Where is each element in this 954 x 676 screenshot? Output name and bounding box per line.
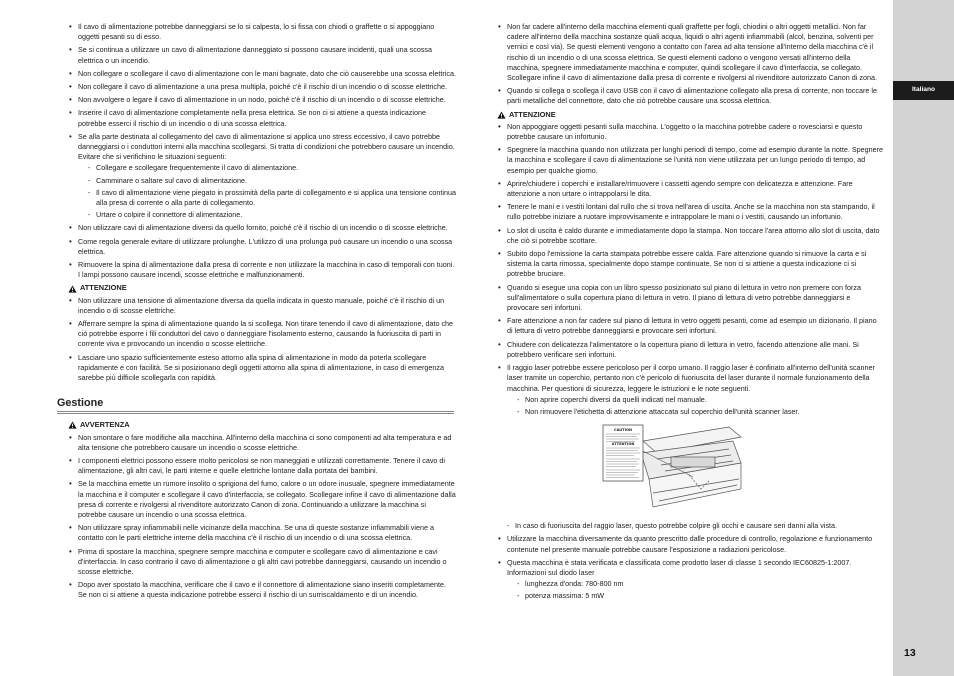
list-item — [68, 132, 456, 221]
sidebar — [893, 0, 954, 676]
page-number: 13 — [904, 647, 916, 659]
caution-label-subtitle: ATTENTION — [611, 442, 635, 447]
list-item: • Afferrare sempre la spina di alimentazione quando la si scollega. Non tirare tenendo il cavo di alimentazione, dato che ciò potrebbe esporre i fili conduttori del cavo o danneggiare l'isolamento esterno, causando la fuoriuscita di parti in corrente viva e provocando un incendio o scosse elettriche. — [68, 319, 456, 350]
sub-list-item: - Camminare o saltare sul cavo di alimentazione. — [88, 176, 456, 186]
list-item: • Come regola generale evitare di utilizzare prolunghe. L'utilizzo di una prolunga può causare un incendio o una scossa elettrica. — [68, 237, 456, 257]
sub-list — [517, 579, 883, 601]
warning-triangle-icon — [68, 285, 77, 293]
list-item: • Aprire/chiudere i coperchi e installare/rimuovere i cassetti agendo sempre con delicatezza e attenzione. Fare attenzione a non urtare o intrappolarsi le dita. — [497, 179, 883, 199]
list-item: • Fare attenzione a non far cadere sul piano di lettura in vetro oggetti pesanti, come ad esempio un dizionario. Il piano di lettura di vetro potrebbe danneggiarsi e provocare seri infortuni. — [497, 316, 883, 336]
printer-illustration — [601, 423, 745, 513]
sub-list-item: - potenza massima: 5 mW — [517, 591, 883, 601]
list-item: • Dopo aver spostato la macchina, verificare che il cavo e il connettore di alimentazione siano inseriti completamente. Se non ci si attiene a questa indicazione potrebbe esserci il rischio di un surriscaldamento e di un incendio. — [68, 580, 456, 600]
list-item: • Non far cadere all'interno della macchina elementi quali graffette per fogli, chiodini o altri oggetti metallici. Non far cadere all'interno della macchina sostanze quali acqua, liquidi o altri agenti infiammabili (alcol, benzina, solventi per vernici e così via). Se questi elementi vengono a contatto con l'area ad alta tensione all'interno della macchina c'è il rischio di un incendio o di una scossa elettrica. Se questi elementi cadono o vengono versati all'interno della macchina, spegnere immediatamente macchina e computer, quindi scollegare il cavo d'interfaccia, se collegato. Scollegare infine il cavo di alimentazione dalla presa di corrente e rivolgersi al rivenditore autorizzato Canon di zona. — [497, 22, 883, 83]
list-item: • Spegnere la macchina quando non utilizzata per lunghi periodi di tempo, come ad esempio durante la notte. Spegnere la macchina e scollegare il cavo di alimentazione se l'unità non viene utilizzata per un lungo periodo di tempo, ad esempio per qualche giorno. — [497, 145, 883, 176]
list-item: • Quando si esegue una copia con un libro spesso posizionato sul piano di lettura in vetro non premere con forza sull'alimentatore o sulla copertura piano di lettura in vetro. Il piano di lettura di vetro potrebbe danneggiarsi e provocare seri infortuni. — [497, 283, 883, 314]
list-item: • Lasciare uno spazio sufficientemente esteso attorno alla spina di alimentazione in modo da poterla scollegare rapidamente e con facilità. Se si posizionano degli oggetti attorno alla spina di alimentazione, in caso di emergenza sarebbe più difficile scollegarla con rapidità. — [68, 353, 456, 384]
list-item: • Non collegare il cavo di alimentazione a una presa multipla, poiché c'è il rischio di un incendio o di scosse elettriche. — [68, 82, 456, 92]
language-tab: Italiano — [893, 81, 954, 100]
caution-heading — [68, 283, 456, 293]
caution-list — [68, 296, 456, 384]
list-item — [497, 558, 883, 602]
left-column — [57, 22, 456, 604]
list-item: • Non avvolgere o legare il cavo di alimentazione in un nodo, poiché c'è il rischio di un incendio o di scosse elettriche. — [68, 95, 456, 105]
right-column — [497, 22, 883, 605]
warning-label: AVVERTENZA — [80, 420, 130, 430]
sub-list-item: - Collegare e scollegare frequentemente il cavo di alimentazione. — [88, 163, 456, 173]
caution-label: ATTENZIONE — [509, 109, 556, 119]
list-item-text: Se alla parte destinata al collegamento del cavo di alimentazione si applica uno stress eccessivo, il cavo potrebbe danneggiarsi o i conduttori interni alla macchina scollegarsi. Si tratta di condizioni che potrebbero causare un incendio. Evitare che si verifichino le situazioni seguenti: — [78, 131, 455, 162]
sub-list-item: - lunghezza d'onda: 780-800 nm — [517, 579, 883, 589]
list-item — [497, 363, 883, 417]
list-item: • I componenti elettrici possono essere molto pericolosi se non maneggiati e utilizzati correttamente. Tenere il cavo di alimentazione, gli altri cavi, le parti interne e quelle elettriche lontane dalla portata dei bambini. — [68, 456, 456, 476]
list-item: • Non collegare o scollegare il cavo di alimentazione con le mani bagnate, dato che ciò causerebbe una scossa elettrica. — [68, 69, 456, 79]
list-item: • Chiudere con delicatezza l'alimentatore o la copertura piano di lettura in vetro, facendo attenzione alle mani. Si potrebbero verificare seri infortuni. — [497, 340, 883, 360]
caution-heading — [497, 110, 883, 120]
sub-list — [88, 163, 456, 220]
list-item: • Non utilizzare spray infiammabili nelle vicinanze della macchina. Se una di queste sostanze infiammabili viene a contatto con le parti elettriche interne della macchina c'è il rischio di un incendio o di una scossa elettrica. — [68, 523, 456, 543]
sub-list — [517, 395, 883, 417]
caution-label: ATTENZIONE — [80, 283, 127, 293]
list-item: • Inserire il cavo di alimentazione completamente nella presa elettrica. Se non ci si attiene a questa indicazione potrebbe esserci il rischio di un incendio o di una scossa elettrica. — [68, 108, 456, 128]
sub-list-item: - Non rimuovere l'etichetta di attenzione attaccata sul coperchio dell'unità scanner laser. — [517, 407, 883, 417]
list-item: • Se la macchina emette un rumore insolito o sprigiona del fumo, calore o un odore inusuale, spegnere immediatamente la macchina e il computer e scollegare il cavo d'interfaccia, se collegato. Scollegare infine il cavo di alimentazione dalla presa di corrente e rivolgersi al rivenditore autorizzato Canon di zona. Continuando a utilizzare la macchina si potrebbe causare un incendio o una scossa elettrica. — [68, 479, 456, 520]
bullet-list — [497, 22, 883, 107]
list-item-text: Questa macchina è stata verificata e classificata come prodotto laser di classe 1 secondo IEC60825-1:2007. Informazioni sul diodo laser — [507, 557, 852, 577]
caution-label-title: CAUTION — [613, 428, 633, 433]
sub-list-item: - Non aprire coperchi diversi da quelli indicati nel manuale. — [517, 395, 883, 405]
caution-list — [497, 122, 883, 417]
warning-triangle-icon — [68, 421, 77, 429]
sub-list-item: - Urtare o colpire il connettore di alimentazione. — [88, 210, 456, 220]
warning-list — [68, 433, 456, 601]
list-item: • Non utilizzare cavi di alimentazione diversi da quello fornito, poiché c'è il rischio di un incendio o di scosse elettriche. — [68, 223, 456, 233]
list-item: • Se si continua a utilizzare un cavo di alimentazione danneggiato si possono causare incidenti, quali una scossa elettrica o un incendio. — [68, 45, 456, 65]
list-item: • Non utilizzare una tensione di alimentazione diversa da quella indicata in questo manuale, poiché c'è il rischio di un incendio o di scosse elettriche. — [68, 296, 456, 316]
laser-caution-label-illustration — [601, 423, 745, 513]
list-item: • Subito dopo l'emissione la carta stampata potrebbe essere calda. Fare attenzione quando si rimuove la carta e si sistema la carta rimossa, specialmente dopo stampe continuate. Se non ci si attiene a questa indicazione ci si potrebbe bruciare. — [497, 249, 883, 280]
list-item: • Non smontare o fare modifiche alla macchina. All'interno della macchina ci sono componenti ad alta temperatura e ad alta tensione che potrebbero causare un incendio o scosse elettriche. — [68, 433, 456, 453]
list-item-text: Il raggio laser potrebbe essere pericoloso per il corpo umano. Il raggio laser è confinato all'interno dell'unità scanner laser tramite un coperchio, pertanto non c'è pericolo di fuoriuscita del laser durante il normale funzionamento della macchina. Per questioni di sicurezza, leggere le istruzioni e le note seguenti. — [507, 363, 875, 393]
list-item: • Utilizzare la macchina diversamente da quanto prescritto dalle procedure di controllo, regolazione e funzionamento contenute nel presente manuale potrebbe causare l'esposizione a radiazioni pericolose. — [497, 534, 883, 554]
list-item: • Prima di spostare la macchina, spegnere sempre macchina e computer e scollegare cavo di alimentazione e cavi d'interfaccia. In caso contrario il cavo di alimentazione o gli altri cavi potrebbe danneggiarsi, causando un incendio o scosse elettriche. — [68, 547, 456, 578]
list-item: • Quando si collega o scollega il cavo USB con il cavo di alimentazione collegato alla presa di corrente, non toccare le parti metalliche del connettore, dato che ciò potrebbe causare una scossa elettrica. — [497, 86, 883, 106]
list-item: • Il cavo di alimentazione potrebbe danneggiarsi se lo si calpesta, lo si fissa con chiodi o graffette o si appoggiano oggetti pesanti su di esso. — [68, 22, 456, 42]
bullet-list — [497, 534, 883, 601]
bullet-list — [68, 22, 456, 280]
sub-list-item: - Il cavo di alimentazione viene piegato in prossimità della parte di collegamento e si applica una tensione continua alla presa di corrente o alla parte di collegamento. — [88, 188, 456, 208]
warning-heading — [68, 420, 456, 430]
list-item: • Lo slot di uscita è caldo durante e immediatamente dopo la stampa. Non toccare l'area attorno allo slot di uscita, dato che ciò si potrebbe scottare. — [497, 226, 883, 246]
section-title: Gestione — [57, 397, 454, 414]
warning-triangle-icon — [497, 111, 506, 119]
list-item: • Non appoggiare oggetti pesanti sulla macchina. L'oggetto o la macchina potrebbe cadere o rovesciarsi e questo potrebbe causare un infortunio. — [497, 122, 883, 142]
sub-list-item: - In caso di fuoriuscita del raggio laser, questo potrebbe colpire gli occhi e causare seri danni alla vista. — [507, 521, 883, 531]
sub-list — [507, 521, 883, 531]
list-item: • Tenere le mani e i vestiti lontani dal rullo che si trova nell'area di uscita. Anche se la macchina non sta stampando, il rullo potrebbe iniziare a ruotare improvvisamente e intrappolare le mani o i vestiti, causando un infortunio. — [497, 202, 883, 222]
list-item: • Rimuovere la spina di alimentazione dalla presa di corrente e non utilizzare la macchina in caso di temporali con tuoni. I lampi possono causare incendi, scosse elettriche e malfunzionamenti. — [68, 260, 456, 280]
